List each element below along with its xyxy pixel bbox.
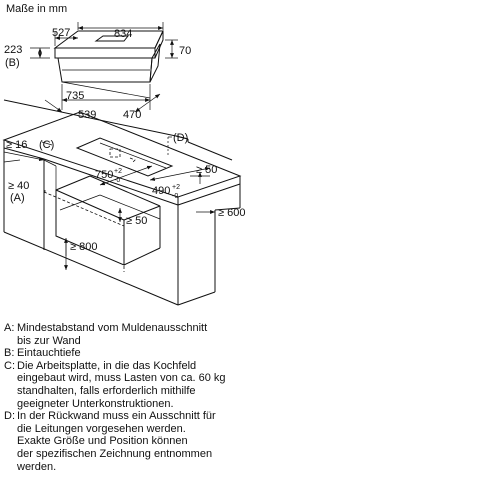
dim-490: 490	[152, 185, 171, 197]
dim-16: ≥ 16	[6, 139, 28, 151]
dim-834: 834	[114, 28, 133, 40]
legend-key: B:	[4, 347, 15, 360]
legend-item	[4, 347, 264, 360]
dim-800: ≥ 800	[70, 241, 98, 253]
legend-text: In der Rückwand muss ein Ausschnitt für die Leitungen vorgesehen werden. Exakte Größe und Position können der spezifischen Zeichnung entnommen werden.	[17, 410, 216, 473]
legend-text: Eintauchtiefe	[17, 347, 81, 360]
dim-750: 750	[95, 169, 114, 181]
dim-223: 223	[4, 44, 23, 56]
legend-item	[4, 410, 264, 473]
dim-527: 527	[52, 27, 71, 39]
label-C: (C)	[39, 139, 55, 151]
legend-key: D:	[4, 410, 15, 423]
worktop-cabinet	[4, 100, 240, 305]
dim-539: 539	[78, 109, 97, 121]
label-A: (A)	[10, 192, 25, 204]
dim-750-tol-minus: -0	[114, 177, 121, 184]
label-D: (D)	[173, 132, 189, 144]
legend-key: C:	[4, 359, 15, 372]
legend-text: Die Arbeitsplatte, in die das Kochfeld eingebaut wird, muss Lasten von ca. 60 kg standhalten, falls erforderlich mithilfe geeigneter Unterkonstruktionen.	[17, 359, 226, 410]
legend-item	[4, 322, 264, 347]
dim-750-tol-plus: +2	[114, 168, 122, 175]
dim-50-right: ≥ 50	[196, 164, 218, 176]
dim-470: 470	[123, 109, 142, 121]
legend-key: A:	[4, 322, 15, 334]
dim-40: ≥ 40	[8, 180, 30, 192]
dim-50-front: ≥ 50	[126, 215, 148, 227]
dim-70: 70	[179, 45, 192, 57]
legend	[4, 322, 264, 473]
dim-600: ≥ 600	[218, 207, 246, 219]
label-B: (B)	[5, 57, 20, 69]
dim-735: 735	[66, 90, 85, 102]
dim-490-tol-plus: +2	[172, 184, 180, 191]
dim-490-tol-minus: -0	[172, 193, 179, 200]
drawing-title: Maße in mm	[6, 3, 68, 15]
legend-item	[4, 360, 264, 410]
legend-text: Mindestabstand vom Muldenausschnitt bis zur Wand	[17, 322, 208, 347]
